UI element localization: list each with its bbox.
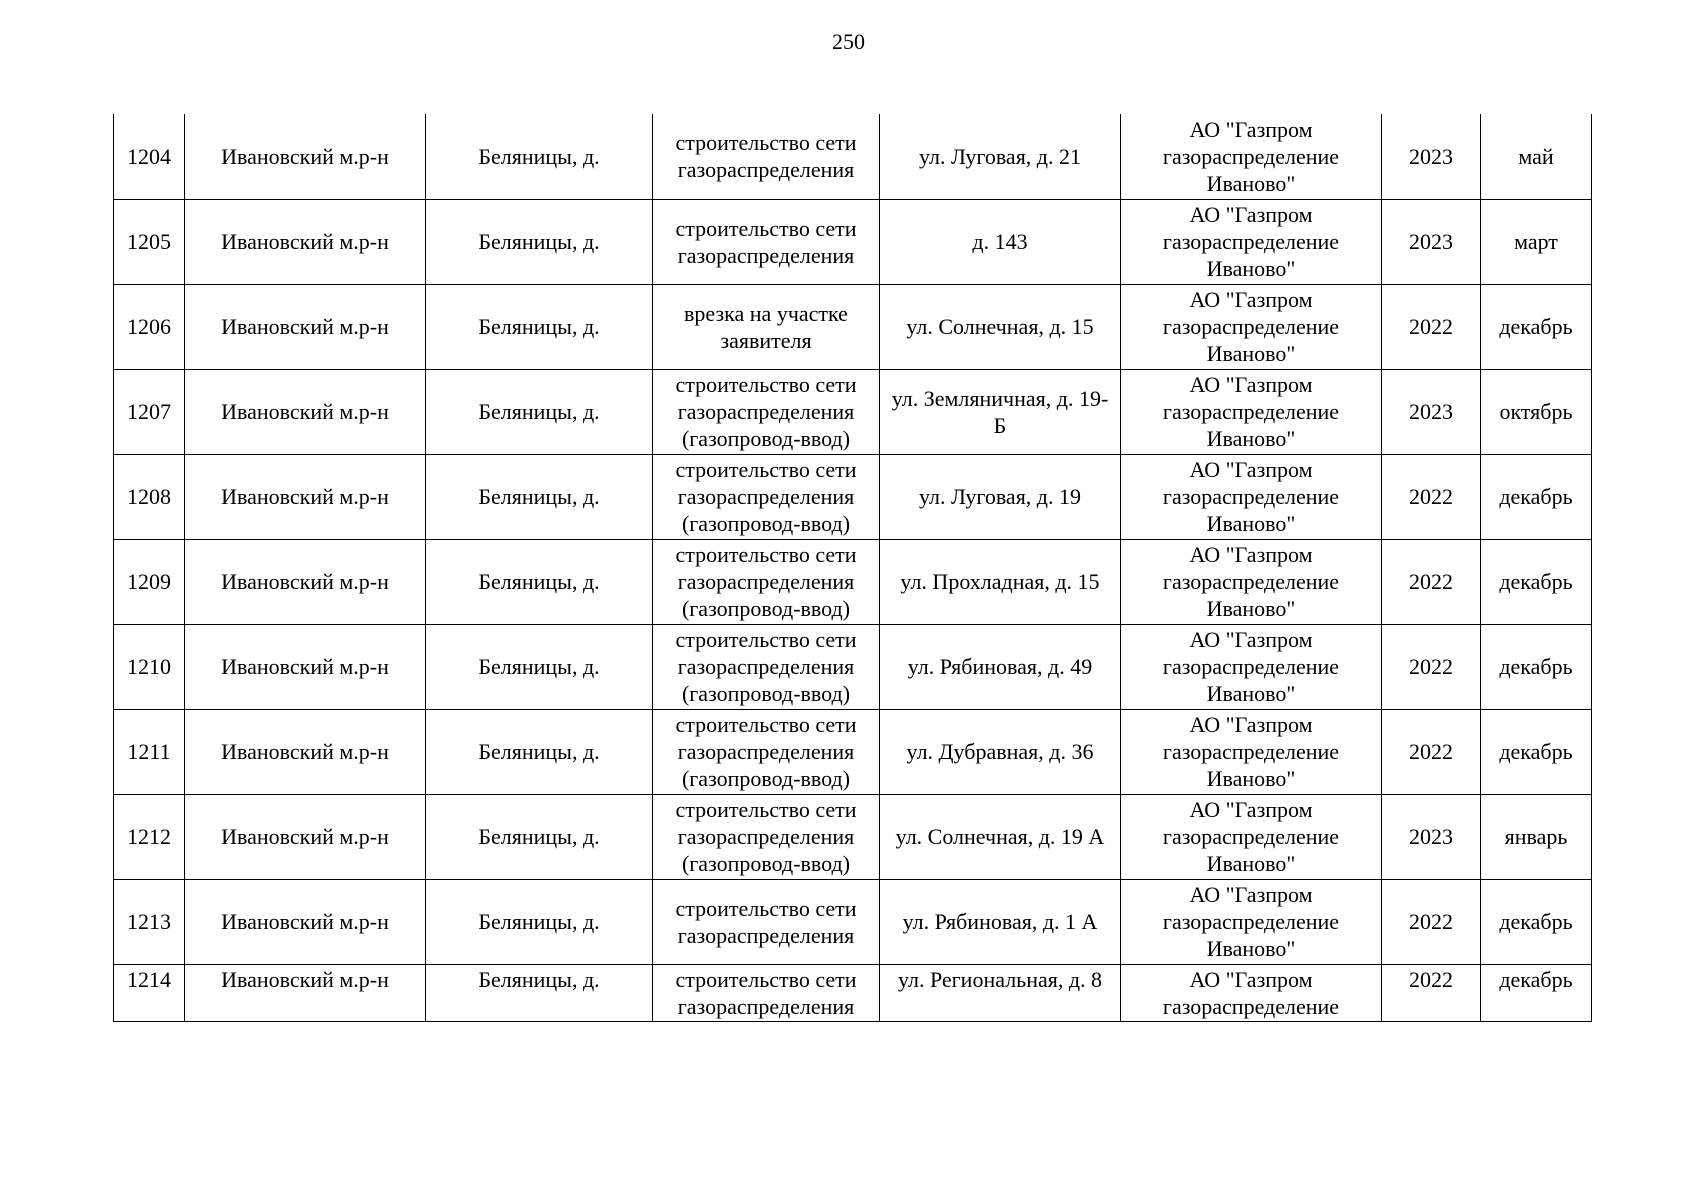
settlement-cell-text: Беляницы, д. <box>478 654 600 679</box>
district-cell-text: Ивановский м.р-н <box>221 569 389 594</box>
organization-cell <box>1121 454 1382 539</box>
organization-cell-text: АО "Газпром газораспределение Иваново" <box>1162 372 1340 451</box>
district-cell <box>185 879 426 964</box>
district-cell-text: Ивановский м.р-н <box>221 654 389 679</box>
address-cell <box>880 284 1121 369</box>
settlement-cell-text: Беляницы, д. <box>478 143 600 169</box>
district-cell-text: Ивановский м.р-н <box>221 966 389 992</box>
settlement-cell-text: Беляницы, д. <box>478 229 600 254</box>
organization-cell <box>1121 539 1382 624</box>
month-cell <box>1481 199 1592 284</box>
month-cell <box>1481 369 1592 454</box>
district-cell-text: Ивановский м.р-н <box>221 739 389 764</box>
work-type-cell <box>653 199 880 284</box>
organization-cell <box>1121 114 1382 199</box>
month-cell <box>1481 794 1592 879</box>
row-number-cell <box>114 709 185 794</box>
district-cell-text: Ивановский м.р-н <box>221 484 389 509</box>
month-cell-text: декабрь <box>1499 966 1573 992</box>
year-cell-text: 2023 <box>1409 143 1453 169</box>
row-number-cell <box>114 114 185 199</box>
month-cell <box>1481 624 1592 709</box>
work-type-cell <box>653 369 880 454</box>
settlement-cell <box>426 284 653 369</box>
year-cell <box>1382 624 1481 709</box>
organization-cell <box>1121 879 1382 964</box>
district-cell <box>185 454 426 539</box>
month-cell <box>1481 879 1592 964</box>
year-cell-text: 2022 <box>1409 484 1453 509</box>
organization-cell <box>1121 964 1382 1021</box>
organization-cell-text: АО "Газпром газораспределение <box>1162 966 1340 1019</box>
settlement-cell <box>426 709 653 794</box>
organization-cell-text: АО "Газпром газораспределение Иваново" <box>1162 882 1340 961</box>
work-type-cell-text: строительство сети газораспределения (газопровод-ввод) <box>675 712 857 791</box>
year-cell <box>1382 539 1481 624</box>
district-cell-text: Ивановский м.р-н <box>221 143 389 169</box>
address-cell-text: ул. Рябиновая, д. 1 А <box>902 909 1098 934</box>
year-cell-text: 2022 <box>1409 569 1453 594</box>
settlement-cell <box>426 369 653 454</box>
month-cell-text: декабрь <box>1499 314 1573 339</box>
settlement-cell-text: Беляницы, д. <box>478 484 600 509</box>
district-cell <box>185 199 426 284</box>
district-cell-text: Ивановский м.р-н <box>221 314 389 339</box>
organization-cell-text: АО "Газпром газораспределение Иваново" <box>1162 542 1340 621</box>
organization-cell-text: АО "Газпром газораспределение Иваново" <box>1162 457 1340 536</box>
month-cell <box>1481 539 1592 624</box>
year-cell <box>1382 369 1481 454</box>
row-number-cell <box>114 539 185 624</box>
table-body <box>114 114 1592 1021</box>
month-cell-text: октябрь <box>1499 399 1573 424</box>
address-cell-text: д. 143 <box>972 229 1028 254</box>
table-row <box>114 709 1592 794</box>
row-number-cell-text: 1213 <box>127 909 171 934</box>
district-cell <box>185 964 426 1021</box>
work-type-cell-text: строительство сети газораспределения (газопровод-ввод) <box>675 797 857 876</box>
organization-cell <box>1121 369 1382 454</box>
work-type-cell-text: строительство сети газораспределения (газопровод-ввод) <box>675 542 857 621</box>
page-number: 250 <box>832 29 865 54</box>
table-row <box>114 199 1592 284</box>
year-cell-text: 2023 <box>1409 399 1453 424</box>
address-cell-text: ул. Солнечная, д. 15 <box>906 314 1094 339</box>
year-cell-text: 2023 <box>1409 824 1453 849</box>
organization-cell-text: АО "Газпром газораспределение Иваново" <box>1162 116 1340 196</box>
year-cell-text: 2022 <box>1409 654 1453 679</box>
year-cell <box>1382 794 1481 879</box>
address-cell-text: ул. Луговая, д. 21 <box>918 143 1082 169</box>
district-cell-text: Ивановский м.р-н <box>221 229 389 254</box>
row-number-cell <box>114 369 185 454</box>
organization-cell-text: АО "Газпром газораспределение Иваново" <box>1162 797 1340 876</box>
address-cell <box>880 624 1121 709</box>
row-number-cell-text: 1208 <box>127 484 171 509</box>
settlement-cell-text: Беляницы, д. <box>478 399 600 424</box>
month-cell <box>1481 964 1592 1021</box>
organization-cell-text: АО "Газпром газораспределение Иваново" <box>1162 712 1340 791</box>
settlement-cell-text: Беляницы, д. <box>478 966 600 992</box>
address-cell <box>880 114 1121 199</box>
table-row <box>114 369 1592 454</box>
district-cell <box>185 794 426 879</box>
district-cell <box>185 284 426 369</box>
year-cell <box>1382 879 1481 964</box>
work-type-cell <box>653 964 880 1021</box>
table-row <box>114 284 1592 369</box>
settlement-cell-text: Беляницы, д. <box>478 314 600 339</box>
work-type-cell <box>653 879 880 964</box>
district-cell <box>185 624 426 709</box>
organization-cell-text: АО "Газпром газораспределение Иваново" <box>1162 287 1340 366</box>
settlement-cell-text: Беляницы, д. <box>478 569 600 594</box>
month-cell-text: декабрь <box>1499 654 1573 679</box>
work-type-cell-text: строительство сети газораспределения <box>675 895 857 948</box>
address-cell-text: ул. Региональная, д. 8 <box>897 966 1103 992</box>
row-number-cell-text: 1207 <box>127 399 171 424</box>
table-row <box>114 624 1592 709</box>
year-cell-text: 2022 <box>1409 966 1453 992</box>
address-cell <box>880 794 1121 879</box>
row-number-cell <box>114 624 185 709</box>
row-number-cell-text: 1214 <box>127 966 171 992</box>
table-row <box>114 114 1592 199</box>
month-cell-text: декабрь <box>1499 739 1573 764</box>
year-cell-text: 2022 <box>1409 314 1453 339</box>
work-type-cell <box>653 539 880 624</box>
year-cell <box>1382 199 1481 284</box>
work-type-cell-text: строительство сети газораспределения (газопровод-ввод) <box>675 372 857 451</box>
address-cell <box>880 454 1121 539</box>
settlement-cell-text: Беляницы, д. <box>478 739 600 764</box>
row-number-cell-text: 1205 <box>127 229 171 254</box>
month-cell-text: декабрь <box>1499 569 1573 594</box>
work-type-cell <box>653 794 880 879</box>
row-number-cell-text: 1210 <box>127 654 171 679</box>
district-cell <box>185 369 426 454</box>
settlement-cell-text: Беляницы, д. <box>478 909 600 934</box>
organization-cell <box>1121 709 1382 794</box>
month-cell <box>1481 454 1592 539</box>
district-cell <box>185 114 426 199</box>
month-cell <box>1481 114 1592 199</box>
month-cell <box>1481 284 1592 369</box>
settlement-cell <box>426 539 653 624</box>
address-cell <box>880 369 1121 454</box>
row-number-cell <box>114 964 185 1021</box>
year-cell <box>1382 284 1481 369</box>
row-number-cell-text: 1211 <box>127 739 171 764</box>
month-cell-text: май <box>1518 143 1554 169</box>
settlement-cell <box>426 879 653 964</box>
address-cell-text: ул. Луговая, д. 19 <box>918 484 1082 509</box>
work-type-cell <box>653 624 880 709</box>
row-number-cell-text: 1212 <box>127 824 171 849</box>
year-cell <box>1382 454 1481 539</box>
district-cell-text: Ивановский м.р-н <box>221 824 389 849</box>
work-type-cell-text: строительство сети газораспределения <box>675 215 857 268</box>
work-type-cell <box>653 454 880 539</box>
month-cell-text: март <box>1514 229 1558 254</box>
registry-table <box>113 114 1592 1022</box>
row-number-cell-text: 1206 <box>127 314 171 339</box>
row-number-cell <box>114 284 185 369</box>
district-cell-text: Ивановский м.р-н <box>221 909 389 934</box>
year-cell-text: 2022 <box>1409 739 1453 764</box>
organization-cell <box>1121 624 1382 709</box>
district-cell <box>185 709 426 794</box>
year-cell <box>1382 709 1481 794</box>
work-type-cell <box>653 709 880 794</box>
year-cell-text: 2022 <box>1409 909 1453 934</box>
organization-cell <box>1121 284 1382 369</box>
row-number-cell <box>114 454 185 539</box>
district-cell-text: Ивановский м.р-н <box>221 399 389 424</box>
address-cell-text: ул. Солнечная, д. 19 А <box>895 824 1105 849</box>
table-row <box>114 454 1592 539</box>
table-row <box>114 539 1592 624</box>
address-cell <box>880 539 1121 624</box>
year-cell <box>1382 964 1481 1021</box>
address-cell <box>880 199 1121 284</box>
table-row <box>114 794 1592 879</box>
month-cell <box>1481 709 1592 794</box>
address-cell-text: ул. Прохладная, д. 15 <box>900 569 1100 594</box>
month-cell-text: январь <box>1504 824 1568 849</box>
settlement-cell <box>426 964 653 1021</box>
district-cell <box>185 539 426 624</box>
settlement-cell-text: Беляницы, д. <box>478 824 600 849</box>
settlement-cell <box>426 114 653 199</box>
row-number-cell <box>114 879 185 964</box>
address-cell-text: ул. Дубравная, д. 36 <box>906 739 1094 764</box>
address-cell <box>880 879 1121 964</box>
work-type-cell <box>653 284 880 369</box>
work-type-cell-text: строительство сети газораспределения (газопровод-ввод) <box>675 457 857 536</box>
organization-cell <box>1121 794 1382 879</box>
row-number-cell <box>114 199 185 284</box>
row-number-cell-text: 1209 <box>127 569 171 594</box>
year-cell-text: 2023 <box>1409 229 1453 254</box>
address-cell <box>880 709 1121 794</box>
settlement-cell <box>426 624 653 709</box>
year-cell <box>1382 114 1481 199</box>
month-cell-text: декабрь <box>1499 909 1573 934</box>
address-cell-text: ул. Рябиновая, д. 49 <box>907 654 1093 679</box>
work-type-cell-text: строительство сети газораспределения (газопровод-ввод) <box>675 627 857 706</box>
work-type-cell <box>653 114 880 199</box>
settlement-cell <box>426 794 653 879</box>
work-type-cell-text: врезка на участке заявителя <box>684 300 848 353</box>
month-cell-text: декабрь <box>1499 484 1573 509</box>
row-number-cell <box>114 794 185 879</box>
work-type-cell-text: строительство сети газораспределения <box>675 130 857 183</box>
settlement-cell <box>426 454 653 539</box>
organization-cell <box>1121 199 1382 284</box>
organization-cell-text: АО "Газпром газораспределение Иваново" <box>1162 202 1340 281</box>
address-cell-text: ул. Земляничная, д. 19-Б <box>891 385 1109 438</box>
row-number-cell-text: 1204 <box>127 143 171 169</box>
work-type-cell-text: строительство сети газораспределения <box>675 966 857 1019</box>
table-row <box>114 879 1592 964</box>
table-row <box>114 964 1592 1021</box>
organization-cell-text: АО "Газпром газораспределение Иваново" <box>1162 627 1340 706</box>
settlement-cell <box>426 199 653 284</box>
address-cell <box>880 964 1121 1021</box>
